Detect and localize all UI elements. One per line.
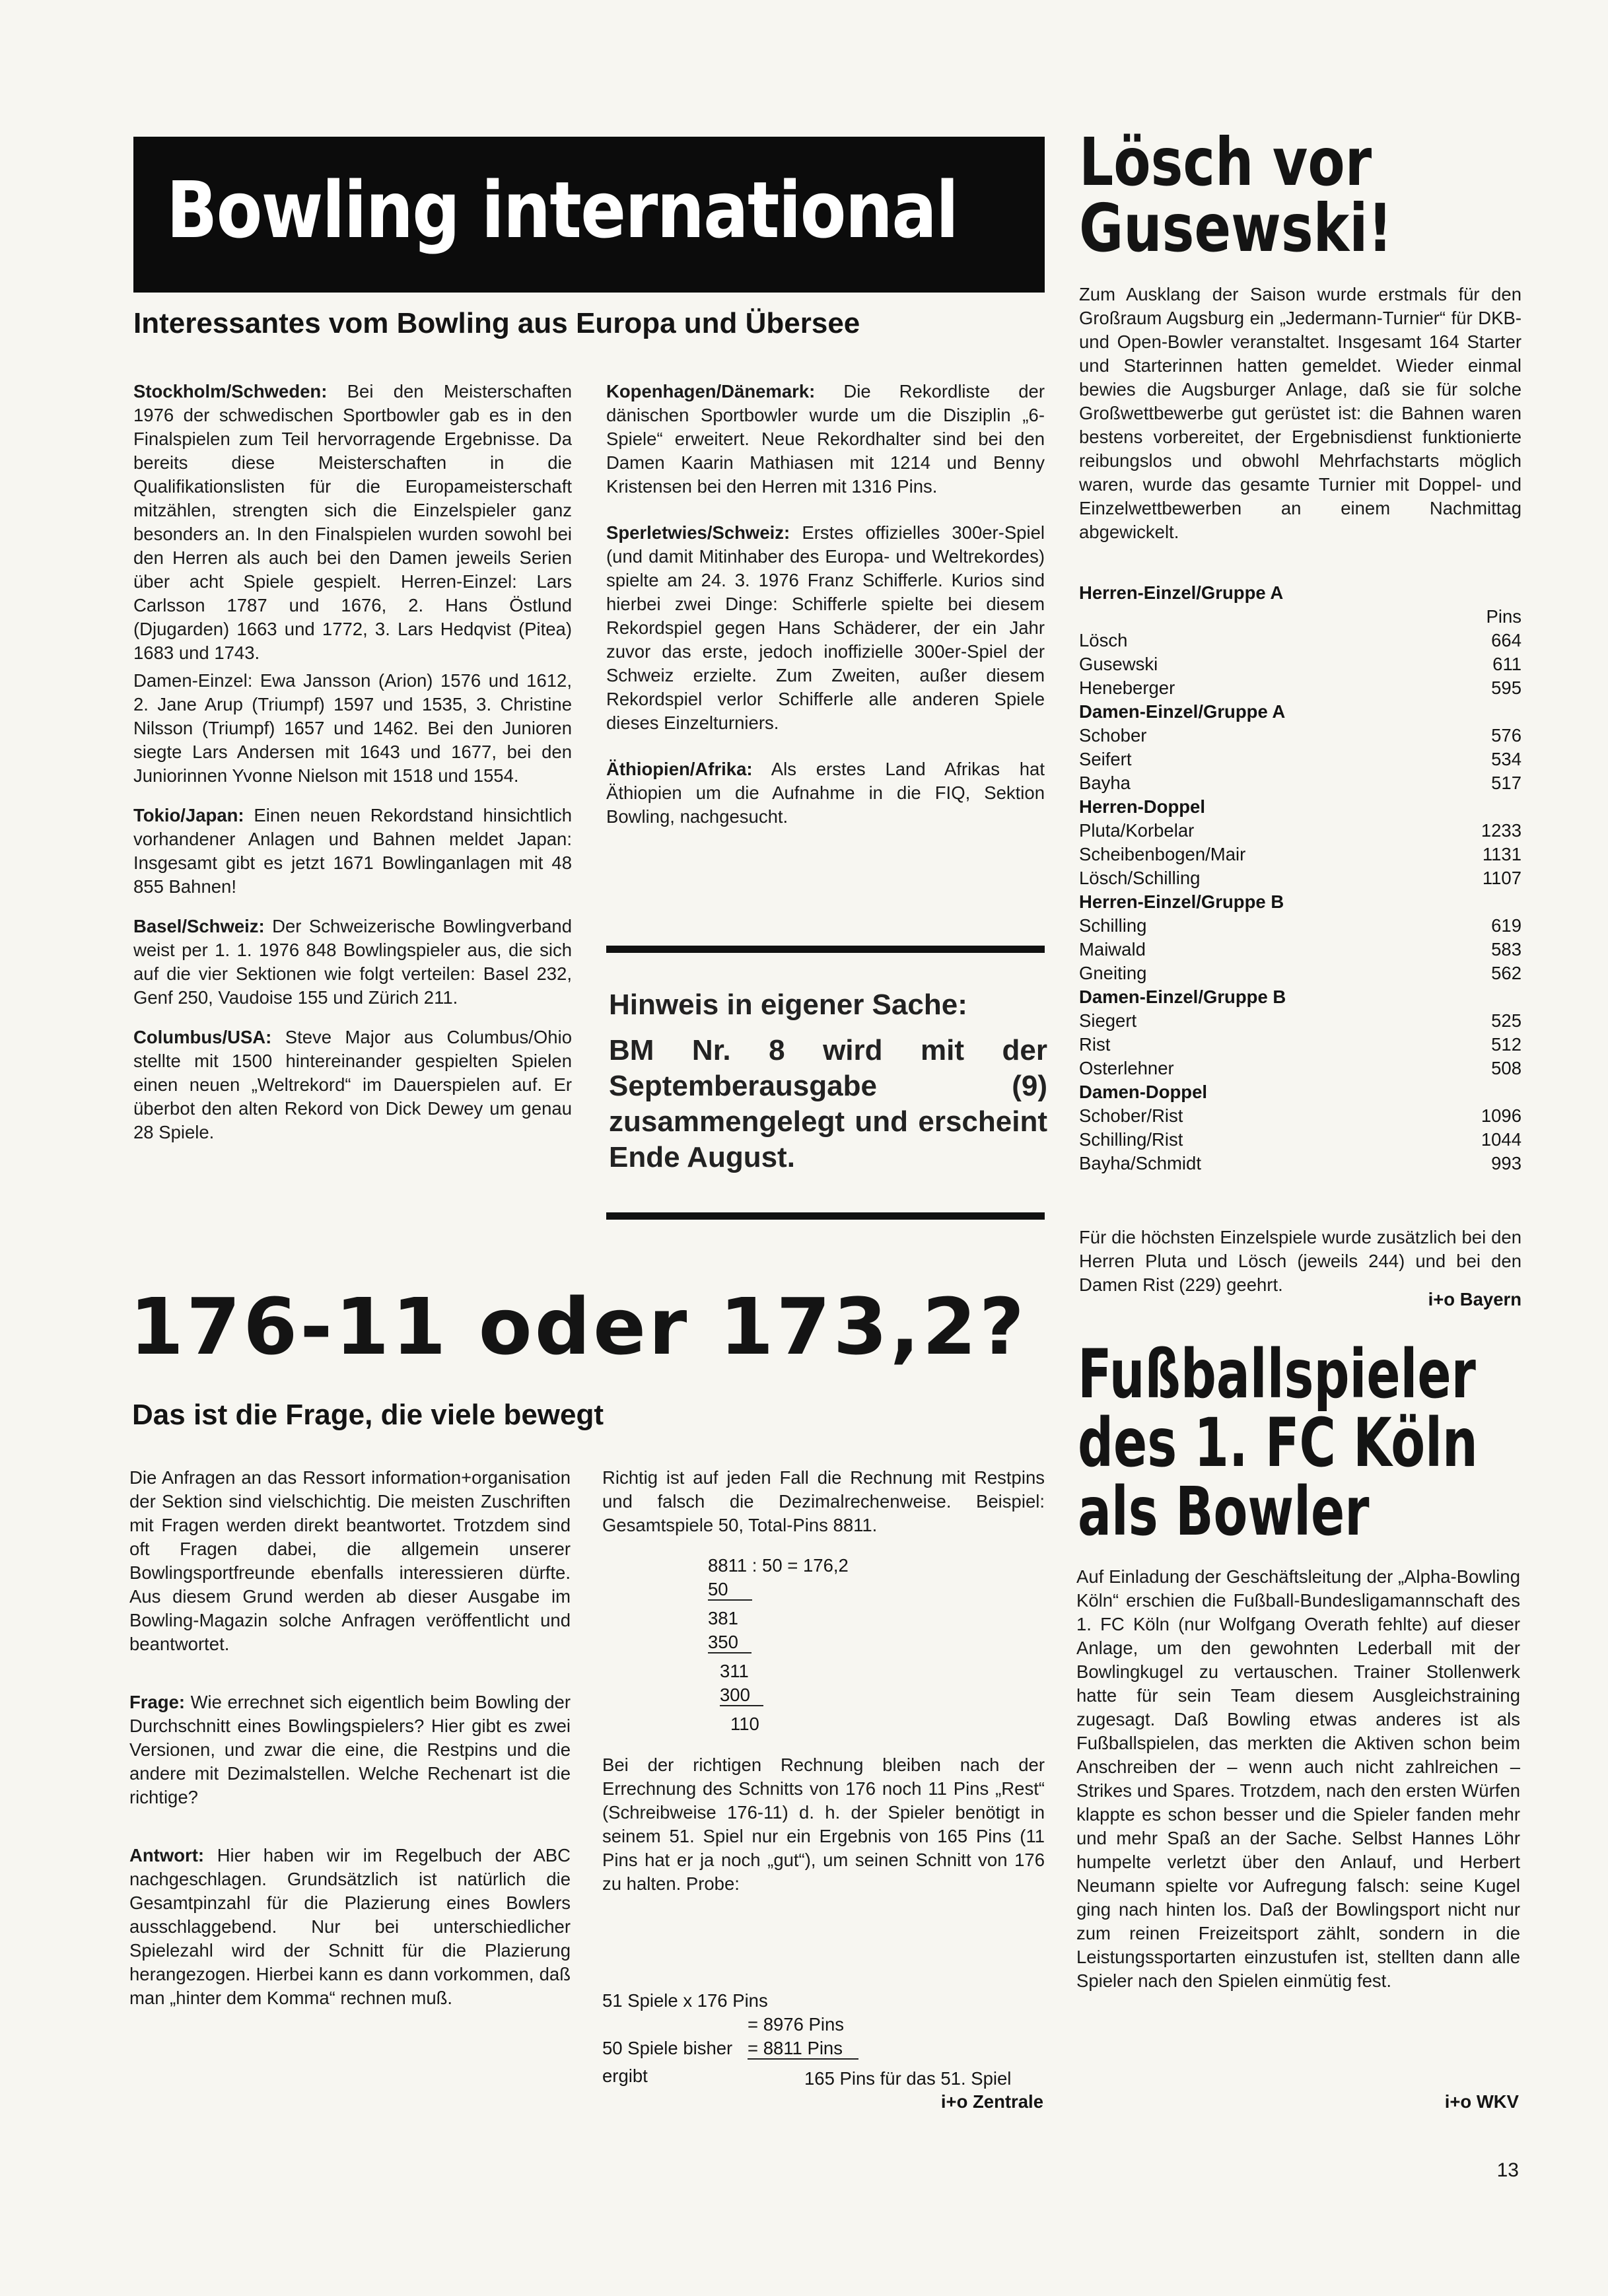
result-row	[1079, 771, 1521, 795]
result-pins: 534	[1491, 749, 1521, 769]
result-row	[1079, 1128, 1521, 1152]
result-pins: 1107	[1482, 868, 1521, 888]
result-pins: 993	[1491, 1153, 1521, 1173]
division-line: 110	[730, 1714, 759, 1734]
division-line: 350	[708, 1630, 926, 1654]
division-line: 50	[708, 1578, 926, 1601]
result-pins: 525	[1491, 1010, 1521, 1031]
result-name: Gneiting	[1079, 963, 1147, 983]
schnitt-credit: i+o Zentrale	[940, 2091, 1043, 2112]
probe-block	[602, 1989, 1045, 2088]
result-pins: 1044	[1481, 1129, 1521, 1150]
schnitt-rule: Richtig ist auf jeden Fall die Rechnung mit Restpins und falsch die Dezimalrechenweise. Beispiel: Gesamtspiele 50, Total-Pins 8811.	[602, 1467, 1045, 1535]
result-name: Schober	[1079, 725, 1147, 746]
intl-item: Damen-Einzel: Ewa Jansson (Arion) 1576 und 1612, 2. Jane Arup (Triumpf) 1597 und 1535, 3. Christine Nilsson (Triumpf) 1657 und 1462. Bei den Junioren siegte Lars Andersen mit 1643 und 1677, bei den Juniorinnen Yvonne Nielson mit 1518 und 1554.	[133, 670, 572, 786]
koeln-title-1: Fußballspieler	[1078, 1335, 1476, 1414]
result-name: Gusewski	[1079, 654, 1158, 674]
result-pins: 664	[1491, 630, 1521, 650]
result-pins: 1096	[1481, 1105, 1521, 1126]
results-group-heading	[1079, 890, 1521, 914]
banner-title: Bowling international	[166, 164, 958, 256]
result-pins: 583	[1491, 939, 1521, 959]
result-name: Osterlehner	[1079, 1058, 1174, 1078]
result-row	[1079, 914, 1521, 938]
intl-item: Columbus/USA: Steve Major aus Columbus/Ohio stellte mit 1500 hintereinander gespielten Spielen einen neuen „Weltrekord“ im Dauerspielen auf. Er überbot den alten Rekord von Dick Dewey um genau 28 Spiele.	[133, 1027, 572, 1142]
intl-item: Tokio/Japan: Einen neuen Rekordstand hinsichtlich vorhandener Anlagen und Bahnen meldet Japan: Insgesamt gibt es jetzt 1671 Bowlinganlagen mit 48 855 Bahnen!	[133, 805, 572, 897]
result-row	[1079, 748, 1521, 771]
intl-item: Basel/Schweiz: Der Schweizerische Bowlingverband weist per 1. 1. 1976 848 Bowlingspieler aus, die sich auf die vier Sektionen wie folgt verteilen: Basel 232, Genf 250, Vaudoise 155 und Zürich 211.	[133, 916, 572, 1008]
intl-item: Sperletwies/Schweiz: Erstes offizielles 300er-Spiel (und damit Mitinhaber des Europa- und Weltrekordes) spielte am 24. 3. 1976 Franz Schifferle. Kurios sind hierbei zwei Dinge: Schifferle spielte bei diesem Rekordspiel gegen Hans Schäderer, der ein Jahr zuvor das erste, jedoch inoffizielle 300er-Spiel der Schweiz erzielte. Zum Zweiten, außer diesem Rekordspiel verlor Schifferle alle anderen Spiele dieses Einzelturniers.	[606, 522, 1045, 733]
result-row	[1079, 961, 1521, 985]
result-row	[1079, 652, 1521, 676]
result-name: Maiwald	[1079, 939, 1146, 959]
result-pins: 508	[1491, 1058, 1521, 1078]
result-name: Heneberger	[1079, 678, 1175, 698]
result-pins: 512	[1491, 1034, 1521, 1055]
result-name: Pluta/Korbelar	[1079, 820, 1195, 841]
probe-line-3: ergibt	[602, 2066, 648, 2086]
intl-item: Kopenhagen/Dänemark: Die Rekordliste der dänischen Sportbowler wurde um die Disziplin „6-Spiele“ erweitert. Neue Rekordhalter sind bei den Damen Kaarin Mathiasen mit 1214 und Benny Kristensen bei den Herren mit 1316 Pins.	[606, 381, 1045, 497]
probe-line-2: 50 Spiele bisher	[602, 2038, 733, 2058]
division-line: 300	[708, 1683, 926, 1707]
notice-rule-top	[606, 946, 1045, 953]
result-pins: 619	[1491, 915, 1521, 936]
result-name: Schober/Rist	[1079, 1105, 1183, 1126]
group-heading-text: Herren-Einzel/Gruppe B	[1079, 891, 1284, 912]
result-row	[1079, 819, 1521, 843]
schnitt-question: Frage: Wie errechnet sich eigentlich beim Bowling der Durchschnitt eines Bowlingspielers? Hier gibt es zwei Versionen, und zwar die eine, die Restpins und die andere mit Dezimalstellen. Welche Rechenart ist die richtige?	[129, 1692, 571, 1807]
intl-left-column	[133, 380, 572, 1160]
results-first-heading: Herren-Einzel/Gruppe A	[1079, 582, 1284, 603]
result-name: Bayha/Schmidt	[1079, 1153, 1201, 1173]
notice-rule-bottom	[606, 1212, 1045, 1220]
losch-title-1: Lösch vor	[1079, 123, 1372, 201]
group-heading-text: Damen-Einzel/Gruppe A	[1079, 701, 1286, 722]
result-pins: 1233	[1481, 820, 1521, 841]
long-division	[708, 1554, 926, 1736]
result-pins: 595	[1491, 678, 1521, 698]
probe-eq-1: = 8976 Pins	[748, 2014, 845, 2035]
result-name: Siegert	[1079, 1010, 1137, 1031]
results-group-heading	[1079, 1080, 1521, 1104]
result-pins: 1131	[1482, 844, 1521, 864]
result-name: Bayha	[1079, 773, 1131, 793]
notice-body: BM Nr. 8 wird mit der Septemberausgabe (9) zusammengelegt und erscheint Ende August.	[609, 1034, 1047, 1173]
results-group-heading	[1079, 985, 1521, 1009]
pins-label: Pins	[1486, 606, 1521, 627]
notice-title: Hinweis in eigener Sache:	[609, 989, 967, 1021]
results-group-heading	[1079, 795, 1521, 819]
result-row	[1079, 1152, 1521, 1175]
result-row	[1079, 1009, 1521, 1033]
losch-intro: Zum Ausklang der Saison wurde erstmals für den Großraum Augsburg ein „Jedermann-Turnier“ für DKB- und Open-Bowler veranstaltet. Insgesamt 164 Starter und Starterinnen hatten gemeldet. Wieder einmal bewies die Augsburger Anlage, daß sie für solche Großwettbewerbe gut gerüstet ist: die Bahnen waren bestens vorbereitet, der Ergebnisdienst funktionierte reibungslos und obwohl Mehrfachstarts möglich waren, wurde das gesamte Turnier mit Doppel- und Einzelwettbewerben an einem Nachmittag abgewickelt.	[1079, 284, 1521, 542]
intl-subtitle: Interessantes vom Bowling aus Europa und Übersee	[133, 307, 860, 339]
division-line: 381	[708, 1608, 738, 1628]
losch-outro: Für die höchsten Einzelspiele wurde zusätzlich bei den Herren Pluta und Lösch (jeweils 244) und bei den Damen Rist (229) geehrt.	[1079, 1227, 1521, 1295]
result-row	[1079, 938, 1521, 961]
probe-eq-2: = 8811 Pins	[748, 2036, 858, 2060]
result-name: Schilling	[1079, 915, 1147, 936]
schnitt-example: Bei der richtigen Rechnung bleiben nach der Errechnung des Schnitts von 176 noch 11 Pins „Rest“ (Schreibweise 176-11) d. h. der Spieler benötigt in seinem 51. Spiel nur ein Ergebnis von 165 Pins (11 Pins hat er ja noch „gut“), um seinen Schnitt von 176 zu halten. Probe:	[602, 1755, 1045, 1894]
probe-line-1: 51 Spiele x 176 Pins	[602, 1990, 768, 2011]
probe-result: 165 Pins für das 51. Spiel	[804, 2068, 1012, 2089]
schnitt-title: 176-11 oder 173,2?	[129, 1281, 1028, 1372]
losch-results	[1079, 581, 1521, 1175]
page-number: 13	[1496, 2159, 1519, 2181]
result-row	[1079, 724, 1521, 748]
banner	[133, 137, 1045, 293]
losch-title-2: Gusewski!	[1079, 190, 1393, 267]
result-row	[1079, 629, 1521, 652]
results-group-heading	[1079, 700, 1521, 724]
schnitt-right-column	[602, 1466, 1045, 1553]
losch-credit: i+o Bayern	[1428, 1289, 1521, 1309]
division-line: 8811 : 50 = 176,2	[708, 1555, 849, 1576]
result-pins: 576	[1491, 725, 1521, 746]
result-row	[1079, 676, 1521, 700]
result-name: Scheibenbogen/Mair	[1079, 844, 1246, 864]
result-name: Lösch/Schilling	[1079, 868, 1201, 888]
result-row	[1079, 1033, 1521, 1057]
result-name: Schilling/Rist	[1079, 1129, 1183, 1150]
schnitt-intro: Die Anfragen an das Ressort information+organisation der Sektion sind vielschichtig. Die meisten Zuschriften mit Fragen werden direkt beantwortet. Trotzdem sind oft Fragen dabei, die allgemein unserer Bowlingsportfreunde ebenfalls interessieren dürfte. Aus diesem Grund werden ab dieser Ausgabe im Bowling-Magazin solche Anfragen veröffentlicht und beantwortet.	[129, 1467, 571, 1654]
result-row	[1079, 1104, 1521, 1128]
group-heading-text: Herren-Doppel	[1079, 796, 1205, 817]
koeln-body: Auf Einladung der Geschäftsleitung der „Alpha-Bowling Köln“ erschien die Fußball-Bundesligamannschaft des 1. FC Köln (nur Wolfgang Overath fehlte) auf dieser Anlage, um den gewohnten Lederball mit der Bowlingkugel zu vertauschen. Trainer Stollenwerk hatte für sein Team diesem Ausgleichstraining zugesagt. Daß Bowling etwas anderes ist als Fußballspielen, das merkten die Aktiven schon beim Anschreiben der – wenn auch nicht zahlreichen – Strikes und Spares. Trotzdem, nach den ersten Würfen klappte es schon besser und die Spieler fanden mehr und mehr Spaß an der Sache. Selbst Hannes Löhr humpelte verletzt über den Anlauf, und Herbert Neumann spielte vor Aufregung falsch: seine Kugel ging nach hinten los. Daß der Bowlingsport nicht nur zum reinen Freizeitsport zählt, sondern in die Leistungssportarten einzustufen ist, stellten dann alle Spieler nach den Spielen einmütig fest.	[1076, 1566, 1520, 1991]
division-line: 311	[720, 1661, 749, 1681]
group-heading-text: Damen-Einzel/Gruppe B	[1079, 987, 1286, 1007]
koeln-title-2: des 1. FC Köln	[1078, 1404, 1478, 1482]
koeln-credit: i+o WKV	[1444, 2091, 1519, 2112]
result-name: Rist	[1079, 1034, 1111, 1055]
group-heading-text: Damen-Doppel	[1079, 1082, 1208, 1102]
result-name: Seifert	[1079, 749, 1132, 769]
result-pins: 517	[1491, 773, 1521, 793]
schnitt-answer: Antwort: Hier haben wir im Regelbuch der ABC nachgeschlagen. Grundsätzlich ist natürlich die Gesamtpinzahl für die Plazierung eines Bowlers ausschlaggebend. Nur bei unterschiedlicher Spielezahl wird der Schnitt für die Plazierung herangezogen. Hierbei kann es dann vorkommen, daß man „hinter dem Komma“ rechnen muß.	[129, 1845, 571, 2008]
result-row	[1079, 866, 1521, 890]
result-pins: 611	[1492, 654, 1521, 674]
result-row	[1079, 843, 1521, 866]
result-name: Lösch	[1079, 630, 1128, 650]
intl-item: Äthiopien/Afrika: Als erstes Land Afrikas hat Äthiopien um die Aufnahme in die FIQ, Sektion Bowling, nachgesucht.	[606, 759, 1045, 827]
result-row	[1079, 1057, 1521, 1080]
schnitt-left-column	[129, 1466, 571, 2026]
result-pins: 562	[1491, 963, 1521, 983]
results-table	[1079, 629, 1521, 1175]
intl-item: Stockholm/Schweden: Bei den Meisterschaften 1976 der schwedischen Sportbowler gab es in den Finalspielen zum Teil hervorragende Ergebnisse. Da bereits diese Meisterschaften in die Qualifikationslisten für die Europameisterschaft mitzählen, strengten sich die Einzelspieler ganz besonders an. In den Finalspielen wurden sowohl bei den Herren als auch bei den Damen jeweils Serien über acht Spiele gespielt. Herren-Einzel: Lars Carlsson 1787 und 1676, 2. Hans Östlund (Djugarden) 1663 und 1772, 3. Lars Hedqvist (Pitea) 1683 und 1743.	[133, 381, 572, 663]
koeln-title-3: als Bowler	[1078, 1473, 1370, 1551]
intl-right-column	[606, 380, 1045, 845]
schnitt-subtitle: Das ist die Frage, die viele bewegt	[132, 1399, 604, 1431]
